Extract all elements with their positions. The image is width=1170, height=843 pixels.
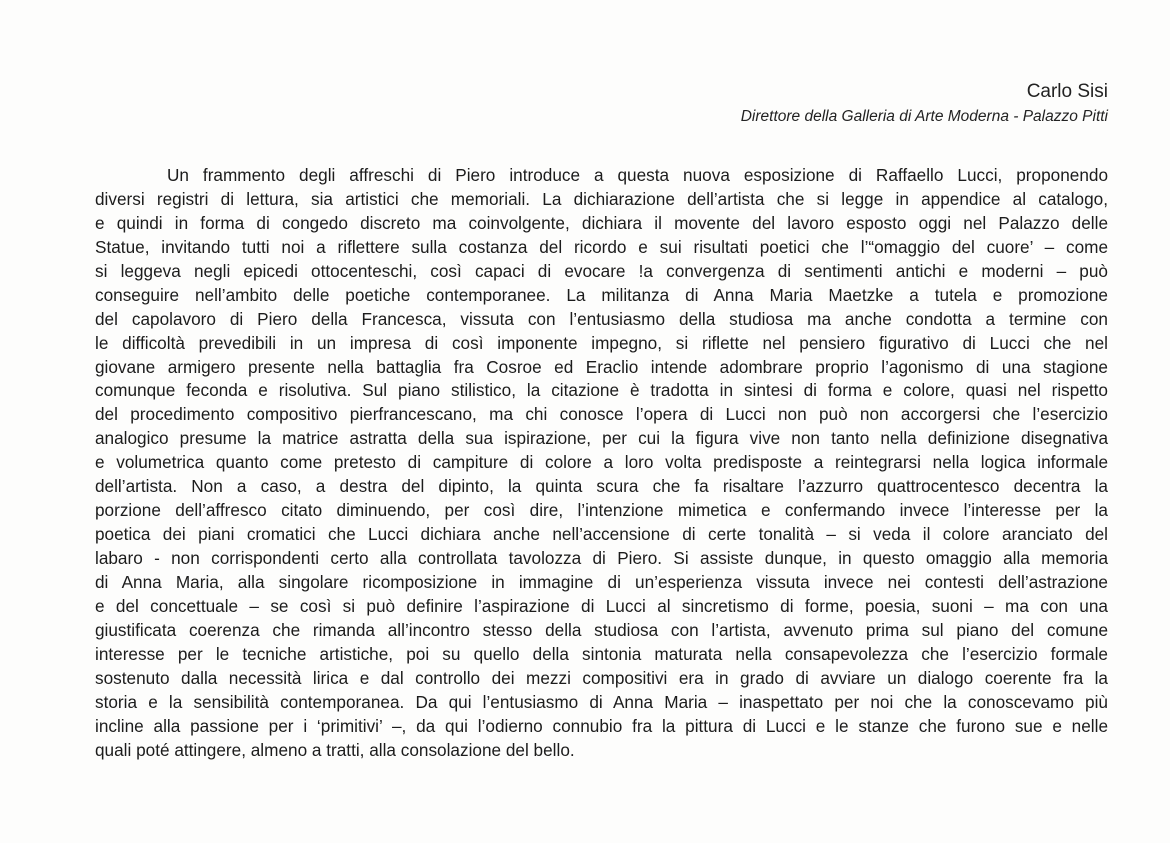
text-line: Statue, invitando tutti noi a riflettere sulla costanza del ricordo e sui risultati poetici che l’“omaggio del cuore’ – come [95,236,1108,257]
text-line: interesse per le tecniche artistiche, poi su quello della sintonia maturata nella consapevolezza che l’esercizio formale [95,643,1108,664]
body-paragraph [95,164,1108,762]
text-line: giovane armigero presente nella battaglia fra Cosroe ed Eraclio intende adombrare proprio l’agonismo di una stagione [95,356,1108,377]
text-line: le difficoltà prevedibili in un impresa di così imponente impegno, si riflette nel pensiero figurativo di Lucci che nel [95,332,1108,353]
author-signature-block [741,80,1108,128]
text-line: poetica dei piani cromatici che Lucci dichiara anche nell’accensione di certe tonalità – si veda il colore aranciato del [95,524,1108,545]
text-line: e del concettuale – se così si può definire l’aspirazione di Lucci al sincretismo di forme, poesia, suoni – ma con una [95,595,1108,616]
text-line: del capolavoro di Piero della Francesca, vissuta con l’entusiasmo della studiosa ma anche condotta a termine con [95,308,1108,329]
author-name: Carlo Sisi [1026,81,1108,102]
text-line: porzione dell’affresco citato diminuendo, per così dire, l’intenzione mimetica e confermando invece l’interesse per la [95,500,1108,521]
text-line: conseguire nell’ambito delle poetiche contemporanee. La militanza di Anna Maria Maetzke a tutela e promozione [95,284,1108,305]
text-line: Un frammento degli affreschi di Piero introduce a questa nuova esposizione di Raffaello Lucci, proponendo [167,165,1108,185]
text-line: sostenuto dalla necessità lirica e dal controllo dei mezzi compositivi era in grado di avviare un dialogo coerente fra la [95,667,1108,688]
text-line: analogico presume la matrice astratta della sua ispirazione, per cui la figura vive non tanto nella definizione disegnativa [95,428,1108,449]
text-line: comunque feconda e risolutiva. Sul piano stilistico, la citazione è tradotta in sintesi di forma e colore, quasi nel rispetto [95,380,1108,401]
text-line: e volumetrica quanto come pretesto di campiture di colore a loro volta predisposte a reintegrarsi nella logica informale [95,452,1108,473]
text-line: di Anna Maria, alla singolare ricomposizione in immagine di un’esperienza vissuta invece nei contesti dell’astrazione [95,571,1108,592]
text-line: labaro - non corrispondenti certo alla controllata tavolozza di Piero. Si assiste dunque, in questo omaggio alla memoria [95,548,1108,568]
text-line: e quindi in forma di congedo discreto ma coinvolgente, dichiara il movente del lavoro esposto oggi nel Palazzo delle [95,212,1108,233]
text-line: diversi registri di lettura, sia artistici che memoriali. La dichiarazione dell’artista che si legge in appendice al catalogo, [95,188,1108,209]
text-line: quali poté attingere, almeno a tratti, alla consolazione del bello. [95,739,575,760]
author-role: Direttore della Galleria di Arte Moderna - Palazzo Pitti [740,108,1108,125]
text-line: incline alla passione per i ‘primitivi’ –, da qui l’odierno connubio fra la pittura di Lucci e le stanze che furono sue e nelle [95,715,1108,736]
text-line: storia e la sensibilità contemporanea. Da qui l’entusiasmo di Anna Maria – inaspettato per noi che la conoscevamo più [95,691,1108,712]
text-line: del procedimento compositivo pierfrancescano, ma chi conosce l’opera di Lucci non può non accorgersi che l’esercizio [95,404,1108,425]
text-line: giustificata coerenza che rimanda all’incontro stesso della studiosa con l’artista, avvenuto prima sul piano del comune [95,619,1108,640]
text-line: si leggeva negli epicedi ottocenteschi, così capaci di evocare !a convergenza di sentimenti antichi e moderni – può [95,260,1108,281]
text-line: dell’artista. Non a caso, a destra del dipinto, la quinta scura che fa risaltare l’azzurro quattrocentesco decentra la [95,476,1108,497]
